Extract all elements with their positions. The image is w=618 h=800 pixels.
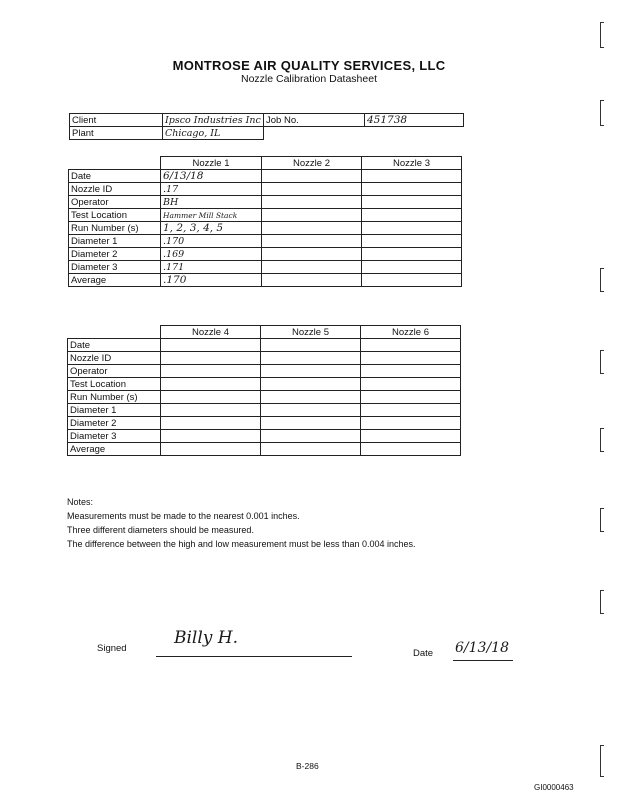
page-code: B-286 [296, 761, 319, 771]
date-line [453, 660, 513, 661]
table-row [68, 339, 461, 352]
row-label: Diameter 3 [69, 261, 161, 274]
job-number-label: Job No. [264, 114, 365, 127]
table-row [69, 170, 462, 183]
nozzle-table-1 [68, 156, 462, 287]
nozzle-5-header: Nozzle 5 [261, 326, 361, 339]
table-row [68, 430, 461, 443]
cell-value [262, 183, 362, 196]
scan-edge-mark [600, 100, 604, 126]
signature: Billy H. [174, 628, 239, 648]
cell-value [362, 209, 462, 222]
row-label: Nozzle ID [69, 183, 161, 196]
scan-edge-mark [600, 350, 604, 374]
cell-value: .170 [161, 274, 262, 287]
row-label: Diameter 1 [68, 404, 161, 417]
row-label: Operator [69, 196, 161, 209]
cell-value: BH [161, 196, 262, 209]
signature-line [156, 656, 352, 657]
table-row [69, 274, 462, 287]
row-label: Diameter 3 [68, 430, 161, 443]
table-row [68, 417, 461, 430]
date-value: 6/13/18 [455, 640, 509, 656]
plant-value: Chicago, IL [163, 127, 264, 140]
row-label: Average [69, 274, 161, 287]
document-subtitle: Nozzle Calibration Datasheet [241, 73, 377, 85]
scan-edge-mark [600, 745, 604, 777]
cell-value [362, 196, 462, 209]
cell-value: Hammer Mill Stack [161, 209, 262, 222]
cell-value [262, 170, 362, 183]
nozzle-2-header: Nozzle 2 [262, 157, 362, 170]
row-label: Nozzle ID [68, 352, 161, 365]
nozzle-1-header: Nozzle 1 [161, 157, 262, 170]
note-line: The difference between the high and low measurement must be less than 0.004 inches. [67, 539, 416, 549]
scan-edge-mark [600, 268, 604, 292]
cell-value: 1, 2, 3, 4, 5 [161, 222, 262, 235]
row-label: Diameter 1 [69, 235, 161, 248]
table-row [69, 183, 462, 196]
cell-value [362, 274, 462, 287]
cell-value [362, 222, 462, 235]
row-label: Diameter 2 [68, 417, 161, 430]
row-label: Diameter 2 [69, 248, 161, 261]
cell-value [262, 261, 362, 274]
table-row [68, 365, 461, 378]
nozzle-3-header: Nozzle 3 [362, 157, 462, 170]
cell-value: .170 [161, 235, 262, 248]
cell-value: .17 [161, 183, 262, 196]
client-value: Ipsco Industries Inc [163, 114, 264, 127]
nozzle-6-header: Nozzle 6 [361, 326, 461, 339]
row-label: Operator [68, 365, 161, 378]
table-row [68, 378, 461, 391]
cell-value [362, 248, 462, 261]
scan-edge-mark [600, 428, 604, 452]
scan-edge-mark [600, 590, 604, 614]
signed-label: Signed [97, 643, 127, 654]
cell-value [362, 235, 462, 248]
cell-value [362, 170, 462, 183]
plant-label: Plant [70, 127, 163, 140]
cell-value: 6/13/18 [161, 170, 262, 183]
scan-edge-mark [600, 508, 604, 532]
document-id: GI0000463 [534, 783, 574, 792]
nozzle-table-2 [67, 325, 461, 456]
cell-value: .169 [161, 248, 262, 261]
cell-value [262, 209, 362, 222]
cell-value [262, 222, 362, 235]
table-row [69, 235, 462, 248]
table-row [69, 261, 462, 274]
row-label: Date [69, 170, 161, 183]
note-line: Measurements must be made to the nearest 0.001 inches. [67, 511, 300, 521]
cell-value [362, 261, 462, 274]
table-row [68, 391, 461, 404]
row-label: Date [68, 339, 161, 352]
cell-value: .171 [161, 261, 262, 274]
cell-value [262, 196, 362, 209]
notes-section [67, 495, 416, 551]
document-title: MONTROSE AIR QUALITY SERVICES, LLC [172, 58, 446, 73]
row-label: Test Location [68, 378, 161, 391]
cell-value [262, 235, 362, 248]
client-label: Client [70, 114, 163, 127]
table-row [69, 196, 462, 209]
table-row [69, 209, 462, 222]
note-line: Three different diameters should be measured. [67, 525, 254, 535]
job-number-value: 451738 [365, 114, 464, 127]
row-label: Run Number (s) [68, 391, 161, 404]
table-row [69, 222, 462, 235]
nozzle-4-header: Nozzle 4 [161, 326, 261, 339]
row-label: Run Number (s) [69, 222, 161, 235]
table-row [69, 248, 462, 261]
cell-value [262, 248, 362, 261]
row-label: Average [68, 443, 161, 456]
notes-heading: Notes: [67, 497, 94, 507]
cell-value [262, 274, 362, 287]
table-row [68, 404, 461, 417]
scan-edge-mark [600, 22, 604, 48]
table-row [68, 352, 461, 365]
cell-value [362, 183, 462, 196]
client-info-table [69, 113, 464, 140]
row-label: Test Location [69, 209, 161, 222]
table-row [68, 443, 461, 456]
date-label: Date [413, 648, 434, 659]
